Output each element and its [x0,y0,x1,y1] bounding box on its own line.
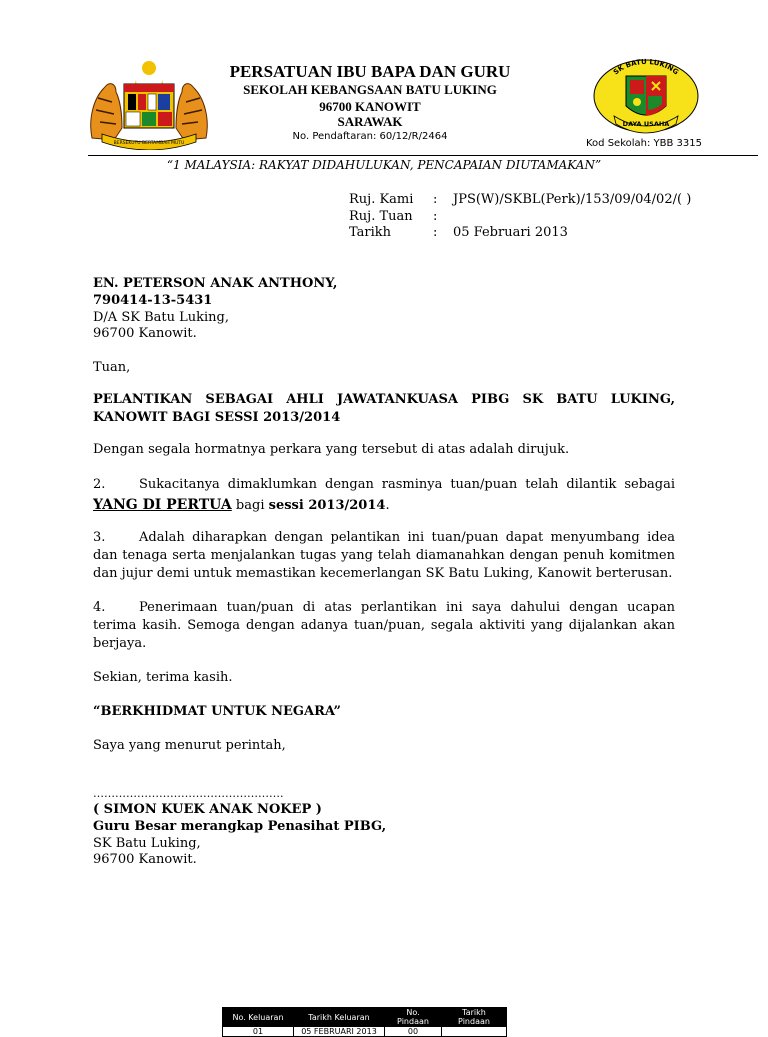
paragraph-3 [93,529,675,583]
signatory-title: Guru Besar merangkap Penasihat PIBG, [93,819,387,834]
signatory-address-line1: SK Batu Luking, [93,836,201,851]
reference-value: 05 Februari 2013 [453,225,568,240]
reference-row-ruj-kami [349,192,691,207]
paragraph-text: Adalah diharapkan dengan pelantikan ini tuan/puan dapat menyumbang idea dan tenaga serta menjalankan tugas yang telah diamanahkan dengan penuh komitmen dan jujur demi untuk memastikan kecemerlangan SK Batu Luking, Kanowit berterusan. [93,530,675,581]
table-cell: 01 [223,1027,294,1037]
recipient-address-line2: 96700 Kanowit. [93,326,197,341]
sign-off: Saya yang menurut perintah, [93,738,286,753]
reference-colon: : [433,225,438,240]
appointed-position: YANG DI PERTUA [93,497,232,513]
reference-key: Ruj. Kami [349,192,414,207]
logo-top-text: SK BATU LUKING [611,58,681,77]
school-logo [592,58,700,136]
table-cell [442,1027,507,1037]
table-cell: 00 [385,1027,442,1037]
closing-line: Sekian, terima kasih. [93,670,233,685]
registration-number: No. Pendaftaran: 60/12/R/2464 [292,131,448,142]
recipient-ic: 790414-13-5431 [93,293,213,308]
header-cell: No. Pindaan [385,1008,442,1027]
table-cell: 05 FEBRUARI 2013 [294,1027,385,1037]
paragraph-tail: bagi [231,498,269,513]
recipient-address-line1: D/A SK Batu Luking, [93,310,229,325]
school-address: 96700 KANOWIT [319,99,421,114]
paragraph-text: Penerimaan tuan/puan di atas perlantikan ini saya dahului dengan ucapan terima kasih. Semoga dengan adanya tuan/puan, segala aktiviti yang dijalankan akan berjaya. [93,600,675,651]
reference-value: JPS(W)/SKBL(Perk)/153/09/04/02/( ) [453,192,692,207]
letter-subject: PELANTIKAN SEBAGAI AHLI JAWATANKUASA PIBG SK BATU LUKING, KANOWIT BAGI SESSI 2013/2014 [93,392,675,425]
signature-line: ……………………………………………. [93,787,284,800]
signatory-address-line2: 96700 Kanowit. [93,852,197,867]
paragraph-tail-end: . [385,498,390,513]
salutation: Tuan, [93,360,131,375]
reference-row-ruj-tuan [349,209,453,224]
opening-line: Dengan segala hormatnya perkara yang tersebut di atas adalah dirujuk. [93,442,570,457]
table-row [223,1027,507,1037]
school-name: SEKOLAH KEBANGSAAN BATU LUKING [243,82,497,97]
header-cell: No. Keluaran [223,1008,294,1027]
slogan: “BERKHIDMAT UNTUK NEGARA” [93,704,341,719]
recipient-name: EN. PETERSON ANAK ANTHONY, [93,276,338,291]
reference-key: Ruj. Tuan [349,209,413,224]
header-cell: Tarikh Keluaran [294,1008,385,1027]
paragraph-number: 3. [93,530,106,545]
reference-colon: : [433,209,438,224]
logo-bottom-text: DAYA USAHA [622,120,670,128]
school-code: Kod Sekolah: YBB 3315 [586,138,703,149]
document-control-table [222,1007,507,1037]
reference-row-tarikh [349,225,568,240]
organisation-name: PERSATUAN IBU BAPA DAN GURU [229,62,511,81]
school-state: SARAWAK [337,114,403,129]
session-year: sessi 2013/2014 [268,498,386,513]
paragraph-4 [93,599,675,653]
paragraph-2 [93,475,675,516]
signatory-name: ( SIMON KUEK ANAK NOKEP ) [93,802,322,817]
header-divider [88,155,758,156]
paragraph-number: 2. [93,477,106,492]
header-cell: Tarikh Pindaan [442,1008,507,1027]
reference-key: Tarikh [349,225,392,240]
paragraph-text: Sukacitanya dimaklumkan dengan rasminya tuan/puan telah dilantik sebagai [139,477,675,492]
paragraph-number: 4. [93,600,106,615]
crest-banner-text: BERSEKUTU BERTAMBAH MUTU [113,141,185,146]
national-motto: “1 MALAYSIA: RAKYAT DIDAHULUKAN, PENCAPAIAN DIUTAMAKAN” [166,158,602,172]
reference-colon: : [433,192,438,207]
